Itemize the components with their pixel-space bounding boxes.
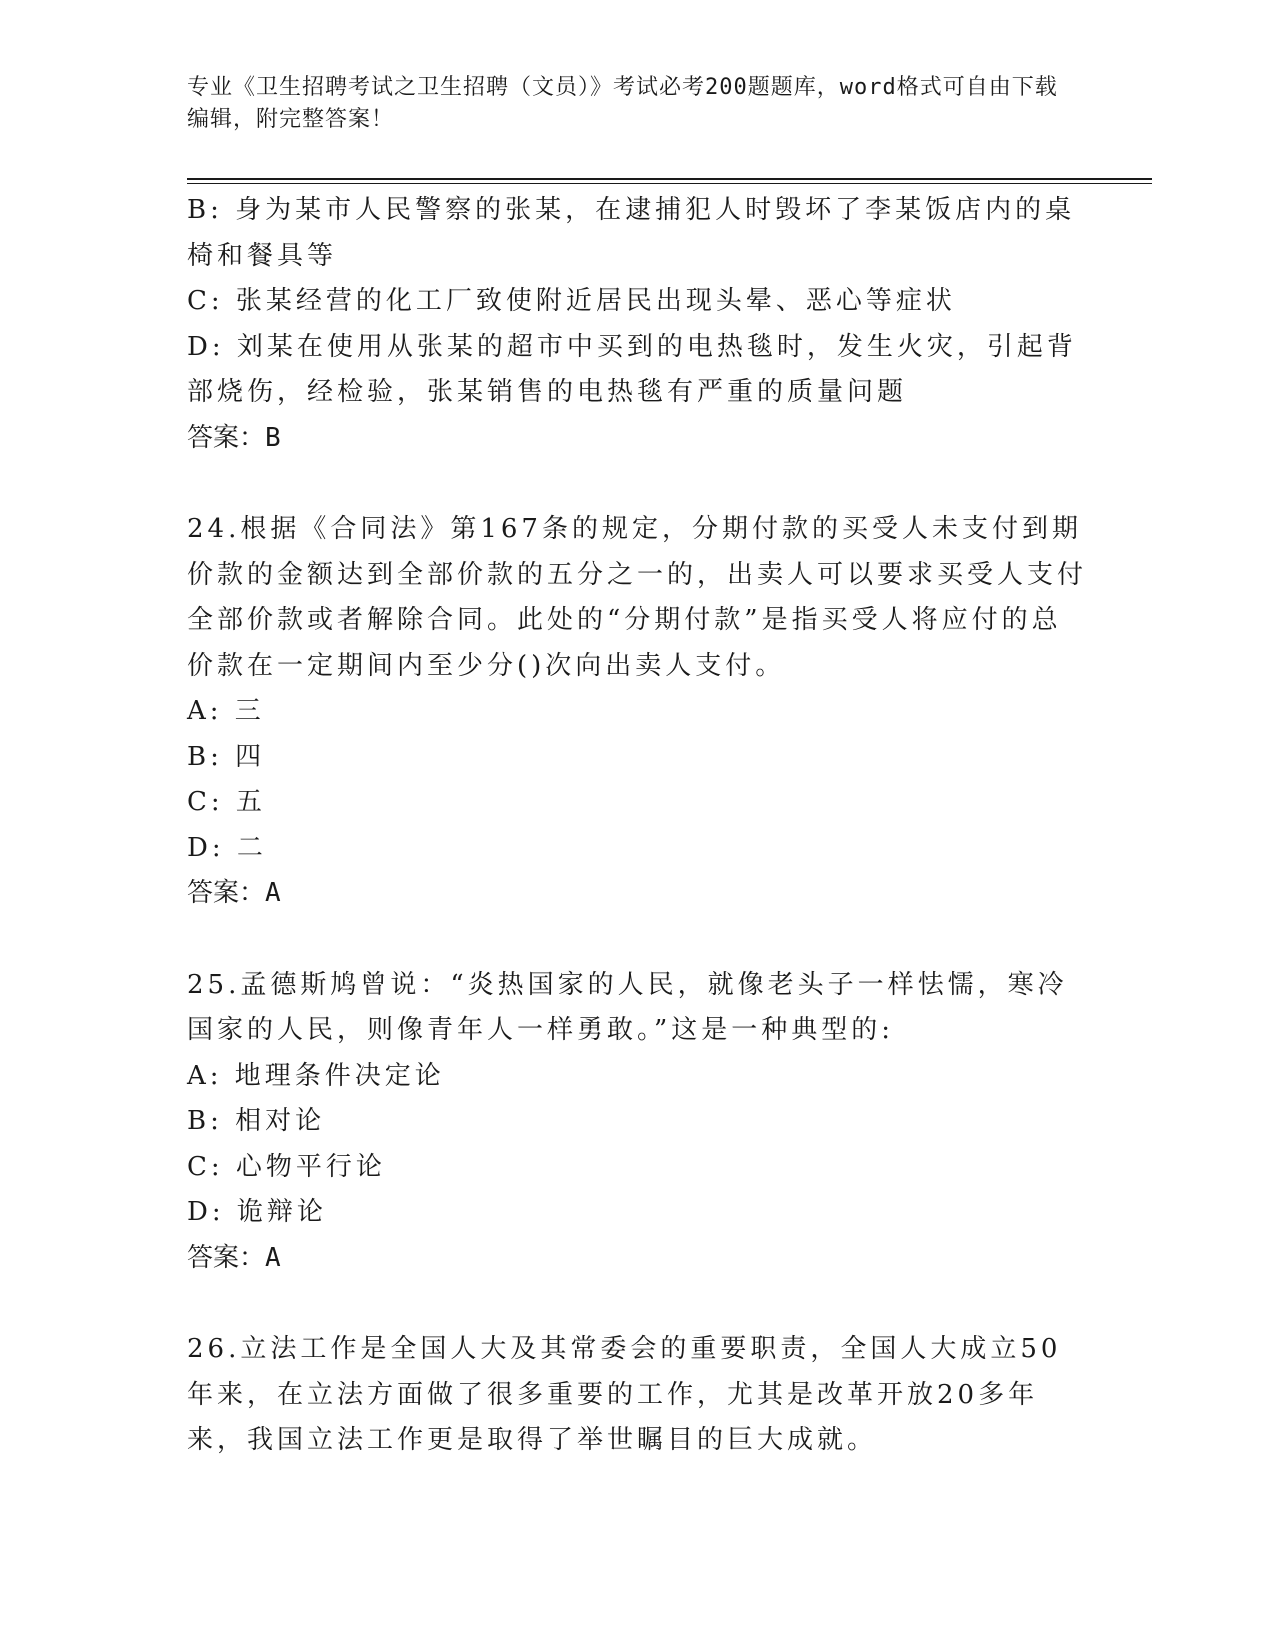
answer-line bbox=[187, 1236, 1087, 1282]
option-d: D: 刘某在使用从张某的超市中买到的电热毯时，发生火灾，引起背部烧伤，经检验，张某销售的电热毯有严重的质量问题 bbox=[187, 331, 1077, 407]
answer-label: 答案： bbox=[187, 422, 266, 453]
option-b: B: 四 bbox=[187, 741, 266, 772]
question-stem: 26.立法工作是全国人大及其常委会的重要职责，全国人大成立50年来，在立法方面做了很多重要的工作，尤其是改革开放20多年来，我国立法工作更是取得了举世瞩目的巨大成就。 bbox=[187, 1334, 1062, 1455]
option-d: D: 诡辩论 bbox=[187, 1197, 327, 1227]
option-c: C: 张某经营的化工厂致使附近居民出现头晕、恶心等症状 bbox=[187, 286, 956, 316]
question-25 bbox=[187, 963, 1087, 1282]
answer-value: A bbox=[265, 1242, 281, 1273]
question-stem: 24.根据《合同法》第167条的规定，分期付款的买受人未支付到期价款的金额达到全部价款的五分之一的，出卖人可以要求买受人支付全部价款或者解除合同。此处的“分期付款”是指买受人将应付的总价款在一定期间内至少分()次向出卖人支付。 bbox=[187, 514, 1088, 681]
answer-label: 答案： bbox=[187, 878, 266, 908]
option-c: C: 五 bbox=[187, 787, 266, 817]
answer-line bbox=[187, 871, 1087, 917]
header-rule-thick bbox=[187, 178, 1152, 180]
answer-value: A bbox=[265, 878, 281, 908]
question-26 bbox=[187, 1327, 1087, 1464]
option-a: A: 地理条件决定论 bbox=[187, 1060, 445, 1091]
question-24 bbox=[187, 507, 1087, 917]
answer-line bbox=[187, 416, 1087, 462]
option-d: D: 二 bbox=[187, 832, 267, 863]
question-stem: 25.孟德斯鸠曾说：“炎热国家的人民，就像老头子一样怯懦，寒冷国家的人民，则像青年人一样勇敢。”这是一种典型的: bbox=[187, 969, 1068, 1045]
document-header: 专业《卫生招聘考试之卫生招聘（文员）》考试必考200题题库，word格式可自由下载编辑，附完整答案！ bbox=[187, 75, 1058, 132]
option-a: A: 三 bbox=[187, 696, 265, 726]
answer-value: B bbox=[265, 422, 281, 453]
document-body bbox=[187, 188, 1087, 1464]
answer-label: 答案： bbox=[187, 1242, 266, 1273]
header-rule-thin bbox=[187, 183, 1152, 184]
option-c: C: 心物平行论 bbox=[187, 1151, 386, 1182]
question-23-continued bbox=[187, 188, 1087, 461]
option-b: B: 身为某市人民警察的张某，在逮捕犯人时毁坏了李某饭店内的桌椅和餐具等 bbox=[187, 195, 1076, 271]
option-b: B: 相对论 bbox=[187, 1106, 326, 1136]
